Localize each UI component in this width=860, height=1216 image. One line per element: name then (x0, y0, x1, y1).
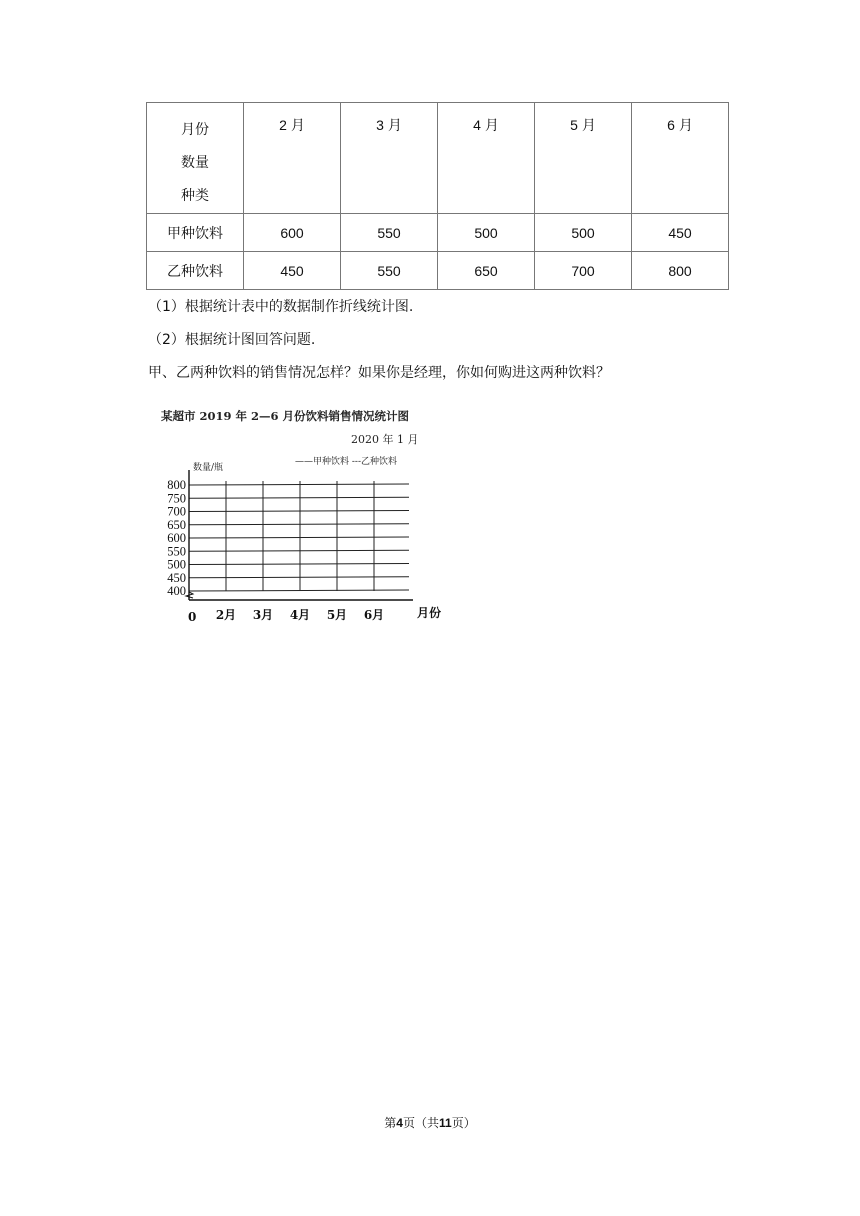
table-cell: 700 (535, 252, 632, 290)
gridline-h (189, 537, 409, 538)
x-tick-label: 2月 (215, 608, 237, 622)
question-2: （2）根据统计图回答问题. (148, 332, 316, 348)
table-header-cell: 3 月 (341, 103, 438, 214)
chart-subtitle: 2020 年 1 月 (351, 433, 419, 446)
y-tick-label: 650 (167, 517, 186, 532)
line-chart (155, 385, 455, 630)
x-tick-label: 5月 (326, 608, 348, 622)
table-cell: 800 (632, 252, 729, 290)
table-cell: 600 (244, 214, 341, 252)
sales-table (146, 102, 729, 290)
y-tick-labels (167, 478, 186, 598)
y-tick-label: 700 (167, 504, 186, 519)
gridline-h (189, 484, 409, 485)
gridline-h (189, 577, 409, 578)
x-tick-label: 4月 (289, 608, 311, 622)
table-header-cell: 6 月 (632, 103, 729, 214)
table-header-cell: 2 月 (244, 103, 341, 214)
y-tick-label: 450 (167, 570, 186, 585)
row-label-cell: 乙种饮料 (147, 252, 244, 290)
question-1: （1）根据统计表中的数据制作折线统计图. (148, 299, 414, 315)
chart-legend: ——甲种饮料 ---乙种饮料 (295, 457, 397, 467)
y-tick-label: 400 (167, 584, 186, 598)
y-tick-label: 600 (167, 531, 186, 545)
x-axis-label: 月份 (417, 606, 442, 620)
table-corner-cell (147, 103, 244, 214)
corner-label-type: 种类 (181, 188, 209, 204)
origin-label: 0 (188, 610, 197, 624)
x-tick-labels (216, 608, 384, 622)
table-row (147, 214, 729, 252)
corner-label-month: 月份 (181, 122, 209, 138)
row-label-cell: 甲种饮料 (147, 214, 244, 252)
page-number: 4 (396, 1116, 403, 1130)
y-tick-label: 550 (167, 544, 186, 559)
page-footer: 第4页（共11页） (384, 1116, 476, 1130)
y-axis-label: 数量/瓶 (193, 463, 224, 473)
table-row (147, 252, 729, 290)
chart-title: 某超市 2019 年 2—6 月份饮料销售情况统计图 (161, 409, 410, 423)
x-tick-label: 3月 (252, 608, 274, 622)
gridline-h (189, 511, 409, 512)
table-header-row (147, 103, 729, 214)
gridline-h (189, 497, 409, 498)
gridline-h (189, 550, 409, 551)
corner-label-quantity: 数量 (181, 155, 209, 171)
table-cell: 550 (341, 214, 438, 252)
chart-grid (186, 470, 413, 600)
chart-svg (155, 385, 455, 630)
gridline-h (189, 524, 409, 525)
page-total: 11 (439, 1116, 452, 1130)
table-cell: 650 (438, 252, 535, 290)
table-cell: 500 (438, 214, 535, 252)
table-cell: 450 (632, 214, 729, 252)
table-header-cell: 4 月 (438, 103, 535, 214)
table-cell: 500 (535, 214, 632, 252)
question-3: 甲、乙两种饮料的销售情况怎样？如果你是经理，你如何购进这两种饮料？ (148, 365, 610, 381)
table-cell: 450 (244, 252, 341, 290)
x-tick-label: 6月 (363, 608, 385, 622)
y-tick-label: 500 (167, 557, 186, 572)
gridline-h (189, 564, 409, 565)
gridline-h (189, 590, 409, 591)
table-cell: 550 (341, 252, 438, 290)
y-tick-label: 750 (167, 491, 186, 506)
y-tick-label: 800 (167, 478, 186, 492)
table-header-cell: 5 月 (535, 103, 632, 214)
